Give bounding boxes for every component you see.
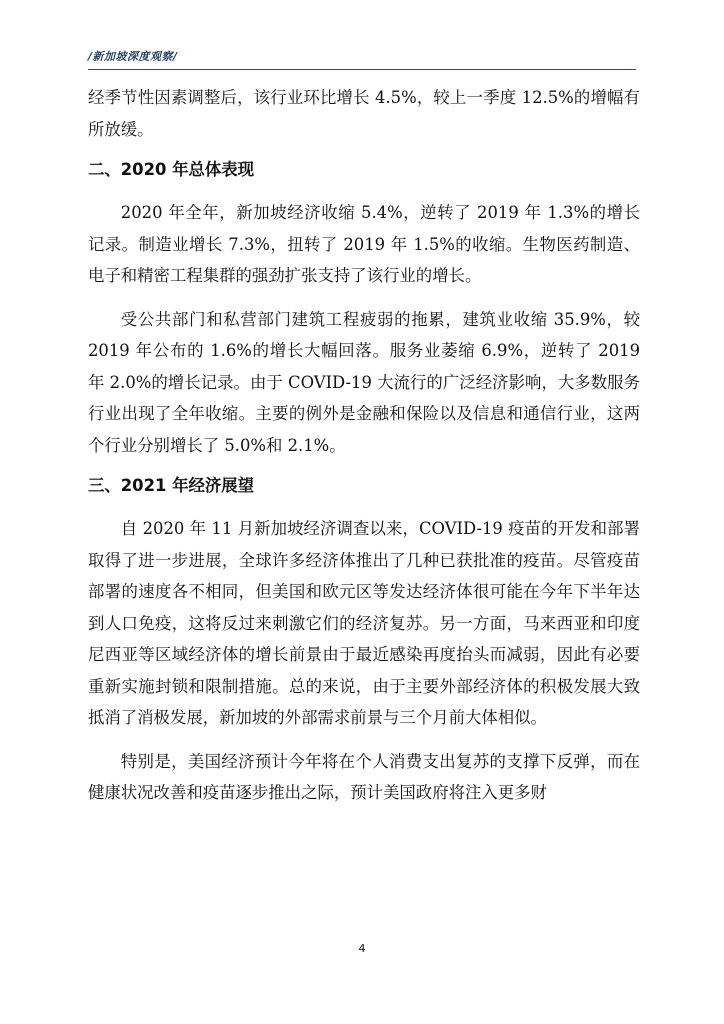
paragraph-1: 经季节性因素调整后，该行业环比增长 4.5%，较上一季度 12.5%的增幅有所放缓。 xyxy=(88,88,640,139)
document-body xyxy=(88,82,640,821)
page-number: 4 xyxy=(358,942,366,955)
section-heading-3: 三、2021 年经济展望 xyxy=(88,476,255,495)
paragraph-5: 特别是，美国经济预计今年将在个人消费支出复苏的支撑下反弹，而在健康状况改善和疫苗逐步推出之际，预计美国政府将注入更多财 xyxy=(88,751,640,802)
running-header: /新加坡深度观察/ xyxy=(88,50,178,63)
paragraph-3: 受公共部门和私营部门建筑工程疲弱的拖累，建筑业收缩 35.9%，较 2019 年公布的 1.6%的增长大幅回落。服务业萎缩 6.9%，逆转了 2019 年 2.0%的增长记录。由于 COVID-19 大流行的广泛经济影响，大多数服务行业出现了全年收缩。主要的例外是金融和保险以及信息和通信行业，这两个行业分别增长了 5.0%和 2.1%。 xyxy=(88,309,640,455)
paragraph-2: 2020 年全年，新加坡经济收缩 5.4%，逆转了 2019 年 1.3%的增长记录。制造业增长 7.3%，扭转了 2019 年 1.5%的收缩。生物医药制造、电子和精密工程集群的强劲扩张支持了该行业的增长。 xyxy=(88,203,640,285)
section-heading-2: 二、2020 年总体表现 xyxy=(88,160,255,179)
header-divider xyxy=(88,69,636,70)
paragraph-4: 自 2020 年 11 月新加坡经济调查以来，COVID-19 疫苗的开发和部署取得了进一步进展，全球许多经济体推出了几种已获批准的疫苗。尽管疫苗部署的速度各不相同，但美国和欧元区等发达经济体很可能在今年下半年达到人口免疫，这将反过来刺激它们的经济复苏。另一方面，马来西亚和印度尼西亚等区域经济体的增长前景由于最近感染再度抬头而减弱，因此有必要重新实施封锁和限制措施。总的来说，由于主要外部经济体的积极发展大致抵消了消极发展，新加坡的外部需求前景与三个月前大体相似。 xyxy=(88,519,640,727)
